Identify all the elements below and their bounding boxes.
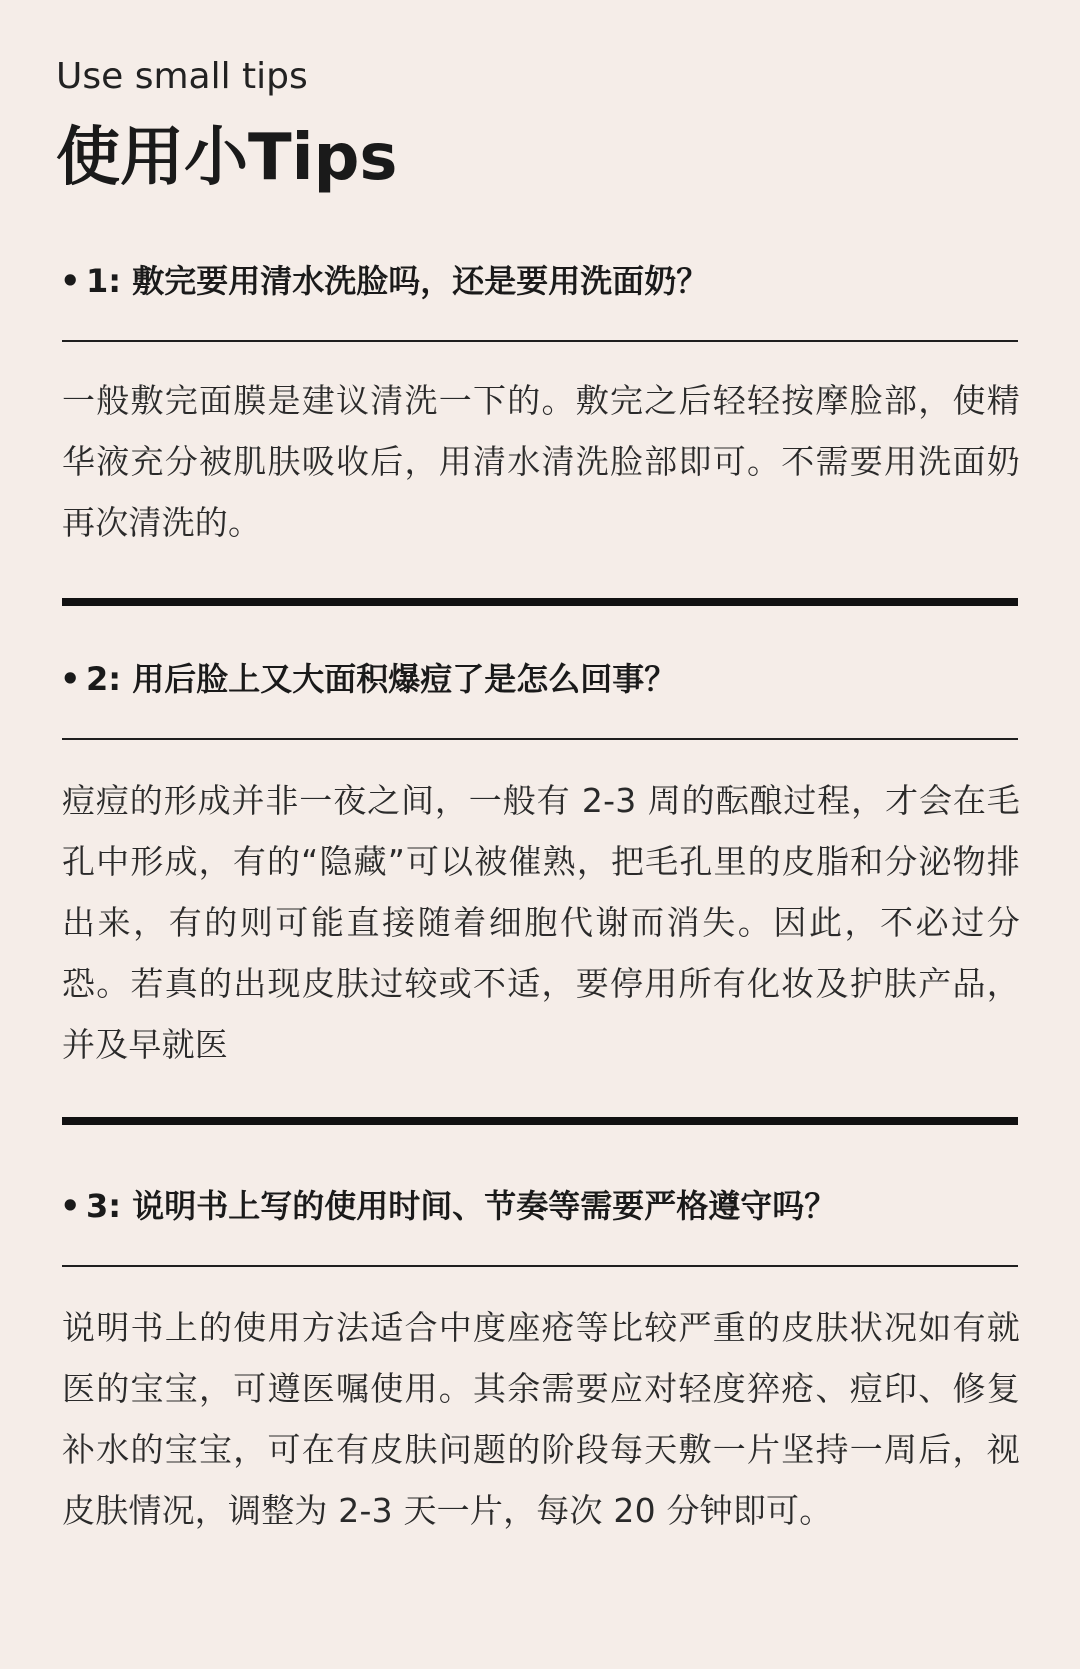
page-title: 使用小Tips: [56, 121, 398, 195]
tip-question-1: [60, 258, 1020, 304]
divider-thick-1: [62, 598, 1018, 606]
tip-question-3: [60, 1183, 1020, 1229]
tip-question-3-text: 3: 说明书上写的使用时间、节奏等需要严格遵守吗？: [86, 1187, 837, 1225]
tip-answer-2: 痘痘的形成并非一夜之间，一般有 2-3 周的酝酿过程，才会在毛孔中形成，有的“隐藏”可以被催熟，把毛孔里的皮脂和分泌物排出来，有的则可能直接随着细胞代谢而消失。因此，不必过分恐。若真的出现皮肤过较或不适，要停用所有化妆及护肤产品，并及早就医: [62, 781, 1020, 1064]
tip-answer-3: 说明书上的使用方法适合中度座疮等比较严重的皮肤状况如有就医的宝宝，可遵医嘱使用。其余需要应对轻度猝疮、痘印、修复补水的宝宝，可在有皮肤问题的阶段每天敷一片坚持一周后，视皮肤情况，调整为 2-3 天一片，每次 20 分钟即可。: [62, 1308, 1020, 1530]
tip-answer-1: 一般敷完面膜是建议清洗一下的。敷完之后轻轻按摩脸部，使精华液充分被肌肤吸收后，用清水清洗脸部即可。不需要用洗面奶再次清洗的。: [62, 381, 1020, 542]
bullet-icon: •: [60, 262, 81, 300]
tip-question-2: [60, 656, 1020, 702]
divider-thin-1: [62, 340, 1018, 342]
bullet-icon: •: [60, 1187, 81, 1225]
page-subtitle: Use small tips: [56, 56, 308, 97]
bullet-icon: •: [60, 660, 81, 698]
divider-thick-2: [62, 1117, 1018, 1125]
divider-thin-2: [62, 738, 1018, 740]
tip-question-2-text: 2: 用后脸上又大面积爆痘了是怎么回事？: [86, 660, 677, 698]
divider-thin-3: [62, 1265, 1018, 1267]
tip-question-1-text: 1: 敷完要用清水洗脸吗，还是要用洗面奶？: [86, 262, 709, 300]
